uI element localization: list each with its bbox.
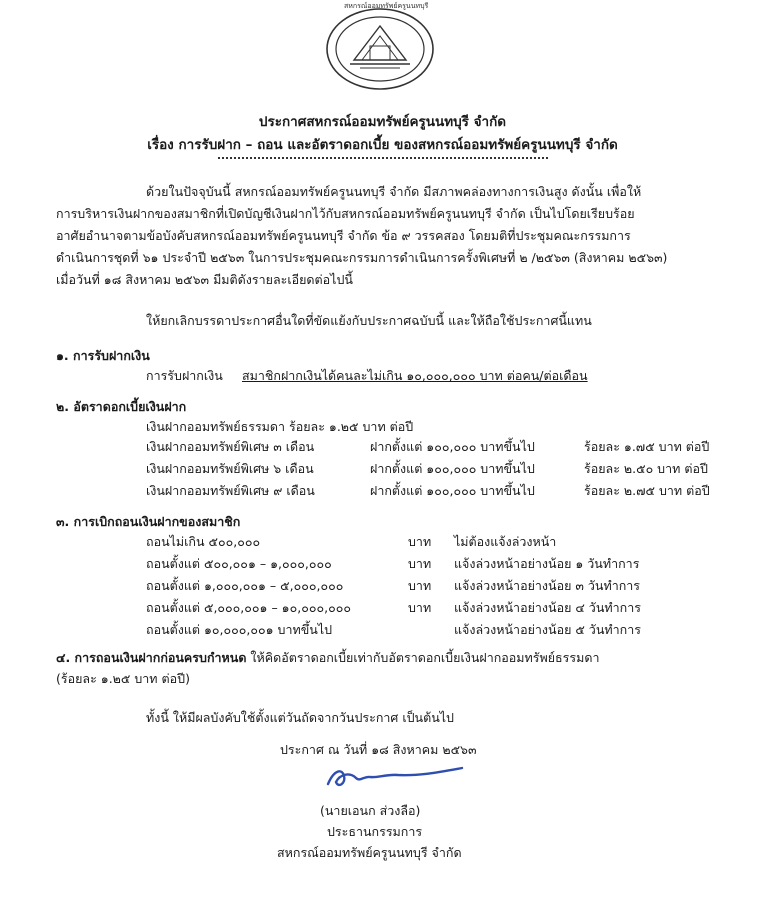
withdrawal-notice: แจ้งล่วงหน้าอย่างน้อย ๑ วันทำการ bbox=[454, 556, 640, 571]
section-4-line-1 bbox=[56, 648, 599, 668]
signer-organization: สหกรณ์ออมทรัพย์ครูนนทบุรี จำกัด bbox=[277, 845, 462, 860]
withdrawal-amount: ถอนตั้งแต่ ๕๐๐,๐๐๑ – ๑,๐๐๐,๐๐๐ bbox=[146, 556, 332, 571]
effective-clause: ทั้งนี้ ให้มีผลบังคับใช้ตั้งแต่วันถัดจากวันประกาศ เป็นต้นไป bbox=[146, 710, 454, 725]
cooperative-seal bbox=[324, 6, 436, 92]
withdrawal-notice: แจ้งล่วงหน้าอย่างน้อย ๕ วันทำการ bbox=[454, 622, 641, 637]
deposit-rate: ร้อยละ ๒.๗๕ บาท ต่อปี bbox=[584, 483, 710, 498]
deposit-rate: ร้อยละ ๑.๗๕ บาท ต่อปี bbox=[584, 439, 710, 454]
intro-line-1: ด้วยในปัจจุบันนี้ สหกรณ์ออมทรัพย์ครูนนทบุรี จำกัด มีสภาพคล่องทางการเงินสูง ดังนั้น เพื่อให้ bbox=[146, 184, 642, 199]
section-1-detail: สมาชิกฝากเงินได้คนละไม่เกิน ๑๐,๐๐๐,๐๐๐ บาท ต่อคน/ต่อเดือน bbox=[242, 368, 588, 383]
intro-line-3: อาศัยอำนาจตามข้อบังคับสหกรณ์ออมทรัพย์ครูนนทบุรี จำกัด ข้อ ๙ วรรคสอง โดยมติที่ประชุมคณะกรรมการ bbox=[56, 228, 631, 243]
deposit-type: เงินฝากออมทรัพย์พิเศษ ๖ เดือน bbox=[146, 461, 314, 476]
deposit-minimum: ฝากตั้งแต่ ๑๐๐,๐๐๐ บาทขึ้นไป bbox=[370, 483, 535, 498]
section-4-line-2: (ร้อยละ ๑.๒๕ บาท ต่อปี) bbox=[56, 671, 190, 686]
signature bbox=[320, 762, 470, 794]
withdrawal-unit: บาท bbox=[408, 600, 432, 615]
intro-line-2: การบริหารเงินฝากของสมาชิกที่เปิดบัญชีเงินฝากไว้กับสหกรณ์ออมทรัพย์ครูนนทบุรี จำกัด เป็นไปโดยเรียบร้อย bbox=[56, 206, 635, 221]
deposit-minimum: ฝากตั้งแต่ ๑๐๐,๐๐๐ บาทขึ้นไป bbox=[370, 461, 535, 476]
cancel-clause: ให้ยกเลิกบรรดาประกาศอื่นใดที่ขัดแย้งกับประกาศฉบับนี้ และให้ถือใช้ประกาศนี้แทน bbox=[146, 313, 592, 328]
intro-line-5: เมื่อวันที่ ๑๘ สิงหาคม ๒๕๖๓ มีมติดังรายละเอียดต่อไปนี้ bbox=[56, 272, 353, 287]
seal-text: สหกรณ์ออมทรัพย์ครูนนทบุรี bbox=[344, 2, 429, 10]
withdrawal-unit: บาท bbox=[408, 578, 432, 593]
signer-name: (นายเอนก ส่วงลือ) bbox=[320, 803, 421, 818]
signer-position: ประธานกรรมการ bbox=[327, 824, 423, 839]
title-line-1: ประกาศสหกรณ์ออมทรัพย์ครูนนทบุรี จำกัด bbox=[258, 114, 507, 130]
section-4-text: ให้คิดอัตราดอกเบี้ยเท่ากับอัตราดอกเบี้ยเงินฝากออมทรัพย์ธรรมดา bbox=[250, 650, 600, 665]
section-3-heading: ๓. การเบิกถอนเงินฝากของสมาชิก bbox=[56, 514, 241, 529]
regular-savings-rate: เงินฝากออมทรัพย์ธรรมดา ร้อยละ ๑.๒๕ บาท ต่อปี bbox=[146, 419, 414, 434]
withdrawal-unit: บาท bbox=[408, 534, 432, 549]
deposit-minimum: ฝากตั้งแต่ ๑๐๐,๐๐๐ บาทขึ้นไป bbox=[370, 439, 535, 454]
section-1-label: การรับฝากเงิน bbox=[146, 368, 223, 383]
section-4-heading: ๔. การถอนเงินฝากก่อนครบกำหนด bbox=[56, 650, 247, 665]
deposit-type: เงินฝากออมทรัพย์พิเศษ ๓ เดือน bbox=[146, 439, 315, 454]
withdrawal-notice: แจ้งล่วงหน้าอย่างน้อย ๔ วันทำการ bbox=[454, 600, 641, 615]
divider bbox=[218, 157, 548, 159]
withdrawal-amount: ถอนตั้งแต่ ๕,๐๐๐,๐๐๑ – ๑๐,๐๐๐,๐๐๐ bbox=[146, 600, 351, 615]
withdrawal-unit: บาท bbox=[408, 556, 432, 571]
section-2-heading: ๒. อัตราดอกเบี้ยเงินฝาก bbox=[56, 399, 187, 414]
deposit-type: เงินฝากออมทรัพย์พิเศษ ๙ เดือน bbox=[146, 483, 315, 498]
intro-line-4: ดำเนินการชุดที่ ๖๑ ประจำปี ๒๕๖๓ ในการประชุมคณะกรรมการดำเนินการครั้งพิเศษที่ ๒ /๒๕๖๓ (สิงหาคม ๒๕๖๓) bbox=[56, 250, 668, 265]
title-line-2: เรื่อง การรับฝาก – ถอน และอัตราดอกเบี้ย ของสหกรณ์ออมทรัพย์ครูนนทบุรี จำกัด bbox=[147, 137, 618, 153]
deposit-rate: ร้อยละ ๒.๕๐ บาท ต่อปี bbox=[584, 461, 708, 476]
withdrawal-notice: ไม่ต้องแจ้งล่วงหน้า bbox=[454, 534, 557, 549]
withdrawal-amount: ถอนตั้งแต่ ๑,๐๐๐,๐๐๑ – ๕,๐๐๐,๐๐๐ bbox=[146, 578, 344, 593]
announcement-date: ประกาศ ณ วันที่ ๑๘ สิงหาคม ๒๕๖๓ bbox=[280, 742, 477, 757]
section-1-heading: ๑. การรับฝากเงิน bbox=[56, 348, 150, 363]
withdrawal-amount: ถอนไม่เกิน ๕๐๐,๐๐๐ bbox=[146, 534, 261, 549]
withdrawal-notice: แจ้งล่วงหน้าอย่างน้อย ๓ วันทำการ bbox=[454, 578, 641, 593]
withdrawal-amount: ถอนตั้งแต่ ๑๐,๐๐๐,๐๐๑ บาทขึ้นไป bbox=[146, 622, 333, 637]
